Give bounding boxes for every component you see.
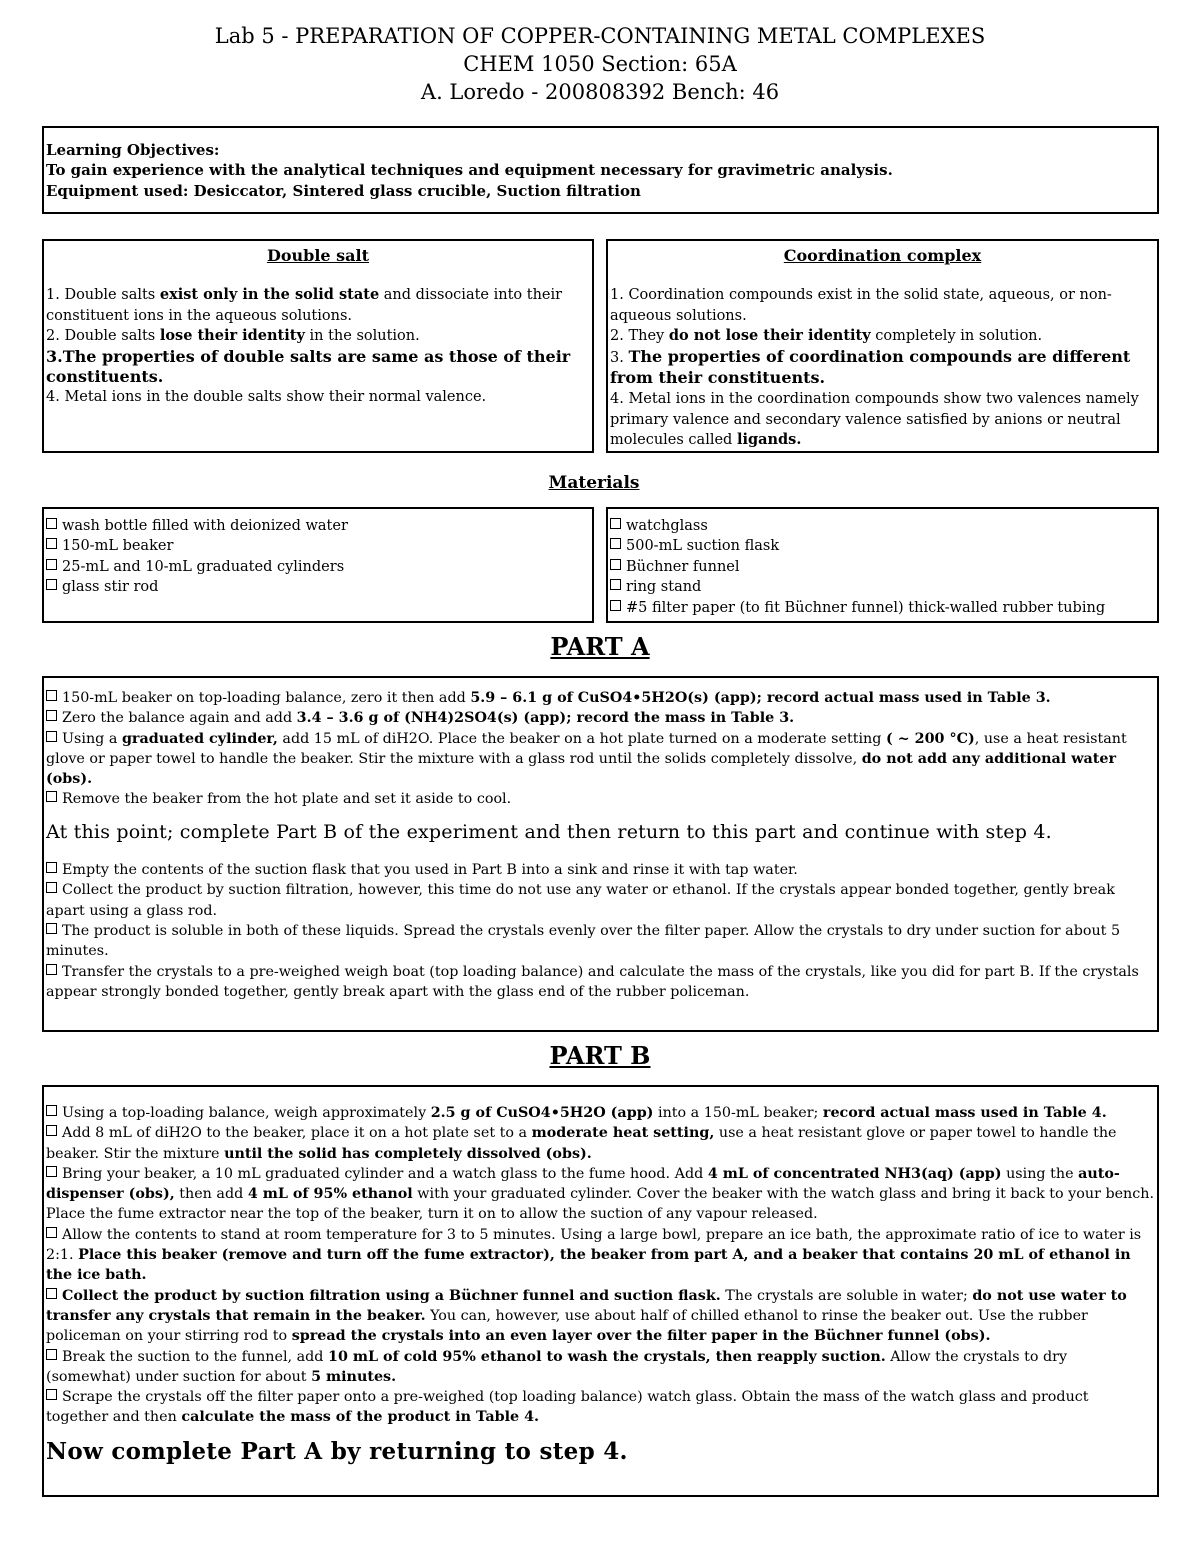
double-salt-point-3: 3.The properties of double salts are same as those of their constituents.: [46, 346, 571, 387]
checkbox-icon: [46, 1125, 57, 1136]
checkbox-icon: [46, 579, 57, 590]
double-salt-point-4: 4. Metal ions in the double salts show their normal valence.: [46, 389, 487, 406]
checkbox-icon: [46, 731, 57, 742]
double-salt-point-1: 1. Double salts exist only in the solid state and dissociate into their constituent ions in the aqueous solutions.: [46, 286, 563, 324]
part-a-title: PART A: [550, 632, 650, 661]
part-a-step-5: Empty the contents of the suction flask that you used in Part B into a sink and rinse it with tap water.: [46, 860, 1155, 880]
objectives-box: [42, 126, 1159, 214]
checkbox-icon: [610, 559, 621, 570]
part-a-step-4: Remove the beaker from the hot plate and set it aside to cool.: [46, 789, 1155, 809]
checkbox-icon: [46, 538, 57, 549]
materials-left-box: [42, 507, 594, 623]
checkbox-icon: [46, 1349, 57, 1360]
objectives-title: Learning Objectives:: [46, 141, 220, 159]
part-a-step-6: Collect the product by suction filtration, however, this time do not use any water or ethanol. If the crystals appear bonded together, gently break apart using a glass rod.: [46, 882, 1115, 919]
checkbox-icon: [610, 518, 621, 529]
material-item: 150-mL beaker: [46, 536, 590, 556]
checkbox-icon: [46, 882, 57, 893]
student-info: A. Loredo - 200808392 Bench: 46: [420, 80, 780, 104]
checkbox-icon: [46, 690, 57, 701]
part-a-step-1: 150-mL beaker on top-loading balance, zero it then add 5.9 – 6.1 g of CuSO4•5H2O(s) (app); record actual mass used in Table 3.: [46, 688, 1155, 708]
materials-right-box: [606, 507, 1159, 623]
coordination-point-4: 4. Metal ions in the coordination compounds show two valences namely primary valence and secondary valence satisfied by anions or neutral molecules called ligands.: [610, 391, 1139, 449]
part-b-step-2: Add 8 mL of diH2O to the beaker, place it on a hot plate set to a moderate heat setting, use a heat resistant glove or paper towel to handle the beaker. Stir the mixture until the solid has completely dissolved (obs).: [46, 1125, 1117, 1162]
part-a-step-2: Zero the balance again and add 3.4 – 3.6 g of (NH4)2SO4(s) (app); record the mass in Table 3.: [46, 708, 1155, 728]
checkbox-icon: [46, 559, 57, 570]
material-item: ring stand: [610, 577, 1155, 597]
material-item: #5 filter paper (to fit Büchner funnel) thick-walled rubber tubing: [610, 598, 1155, 618]
checkbox-icon: [46, 1288, 57, 1299]
checkbox-icon: [46, 791, 57, 802]
part-b-step-7: Scrape the crystals off the filter paper onto a pre-weighed (top loading balance) watch glass. Obtain the mass of the watch glass and product together and then calculate the mass of the product in Table 4.: [46, 1389, 1089, 1426]
part-a-step-7: The product is soluble in both of these liquids. Spread the crystals evenly over the filter paper. Allow the crystals to dry under suction for about 5 minutes.: [46, 922, 1121, 960]
checkbox-icon: [46, 1105, 57, 1116]
part-a-step-8: Transfer the crystals to a pre-weighed weigh boat (top loading balance) and calculate the mass of the crystals, like you did for part B. If the crystals appear strongly bonded together, gently break apart with the glass end of the rubber policeman.: [46, 963, 1139, 1000]
material-item: glass stir rod: [46, 577, 590, 597]
double-salt-point-2: 2. Double salts lose their identity in the solution.: [46, 327, 420, 345]
part-b-step-3: Bring your beaker, a 10 mL graduated cylinder and a watch glass to the fume hood. Add 4 mL of concentrated NH3(aq) (app) using the auto-dispenser (obs), then add 4 mL of 95% ethanol with your graduated cylinder. Cover the beaker with the watch glass and bring it back to your bench. Place the fume extractor near the top of the beaker, turn it on to allow the suction of any vapour released.: [46, 1165, 1155, 1223]
coordination-point-1: 1. Coordination compounds exist in the solid state, aqueous, or non-aqueous solutions.: [610, 287, 1112, 324]
double-salt-title: Double salt: [266, 246, 370, 265]
document-header: [0, 0, 1200, 106]
checkbox-icon: [46, 1227, 57, 1238]
checkbox-icon: [46, 518, 57, 529]
coordination-title: Coordination complex: [783, 246, 982, 265]
checkbox-icon: [46, 862, 57, 873]
part-a-step-3: Using a graduated cylinder, add 15 mL of diH2O. Place the beaker on a hot plate turned on a moderate setting ( ~ 200 °C), use a heat resistant glove or paper towel to handle the beaker. Stir the mixture with a glass rod until the solids completely dissolve, do not add any additional water (obs).: [46, 730, 1127, 788]
checkbox-icon: [46, 1389, 57, 1400]
checkbox-icon: [46, 964, 57, 975]
material-item: 500-mL suction flask: [610, 536, 1155, 556]
materials-title: Materials: [548, 473, 640, 493]
checkbox-icon: [610, 600, 621, 611]
checkbox-icon: [610, 538, 621, 549]
checkbox-icon: [46, 710, 57, 721]
part-b-step-1: Using a top-loading balance, weigh approximately 2.5 g of CuSO4•5H2O (app) into a 150-mL beaker; record actual mass used in Table 4.: [46, 1103, 1155, 1123]
part-a-note: At this point; complete Part B of the experiment and then return to this part and continue with step 4.: [46, 820, 1052, 843]
material-item: Büchner funnel: [610, 557, 1155, 577]
part-b-step-4: Allow the contents to stand at room temperature for 3 to 5 minutes. Using a large bowl, prepare an ice bath, the approximate ratio of ice to water is 2:1. Place this beaker (remove and turn off the fume extractor), the beaker from part A, and a beaker that contains 20 mL of ethanol in the ice bath.: [46, 1226, 1142, 1284]
objectives-goal: To gain experience with the analytical techniques and equipment necessary for gravimetric analysis.: [46, 161, 893, 180]
checkbox-icon: [610, 579, 621, 590]
lab-title: Lab 5 - PREPARATION OF COPPER-CONTAINING METAL COMPLEXES: [214, 24, 986, 48]
part-b-box: [42, 1085, 1159, 1497]
part-b-note: Now complete Part A by returning to step 4.: [46, 1437, 628, 1465]
checkbox-icon: [46, 923, 57, 934]
material-item: wash bottle filled with deionized water: [46, 516, 590, 536]
material-item: 25-mL and 10-mL graduated cylinders: [46, 557, 590, 577]
checkbox-icon: [46, 1166, 57, 1177]
double-salt-box: [42, 239, 594, 453]
part-a-box: [42, 676, 1159, 1032]
part-b-step-6: Break the suction to the funnel, add 10 mL of cold 95% ethanol to wash the crystals, then reapply suction. Allow the crystals to dry (somewhat) under suction for about 5 minutes.: [46, 1348, 1068, 1385]
part-b-step-5: Collect the product by suction filtration using a Büchner funnel and suction flask. The crystals are soluble in water; do not use water to transfer any crystals that remain in the beaker. You can, however, use about half of chilled ethanol to rinse the beaker out. Use the rubber policeman on your stirring rod to spread the crystals into an even layer over the filter paper in the Büchner funnel (obs).: [46, 1287, 1127, 1345]
material-item: watchglass: [610, 516, 1155, 536]
course-section: CHEM 1050 Section: 65A: [463, 52, 737, 76]
equipment-used: Equipment used: Desiccator, Sintered glass crucible, Suction filtration: [46, 181, 641, 200]
coordination-box: [606, 239, 1159, 453]
part-b-title: PART B: [549, 1041, 651, 1070]
coordination-point-3: 3. The properties of coordination compounds are different from their constituents.: [610, 346, 1131, 388]
coordination-point-2: 2. They do not lose their identity completely in solution.: [610, 327, 1043, 345]
